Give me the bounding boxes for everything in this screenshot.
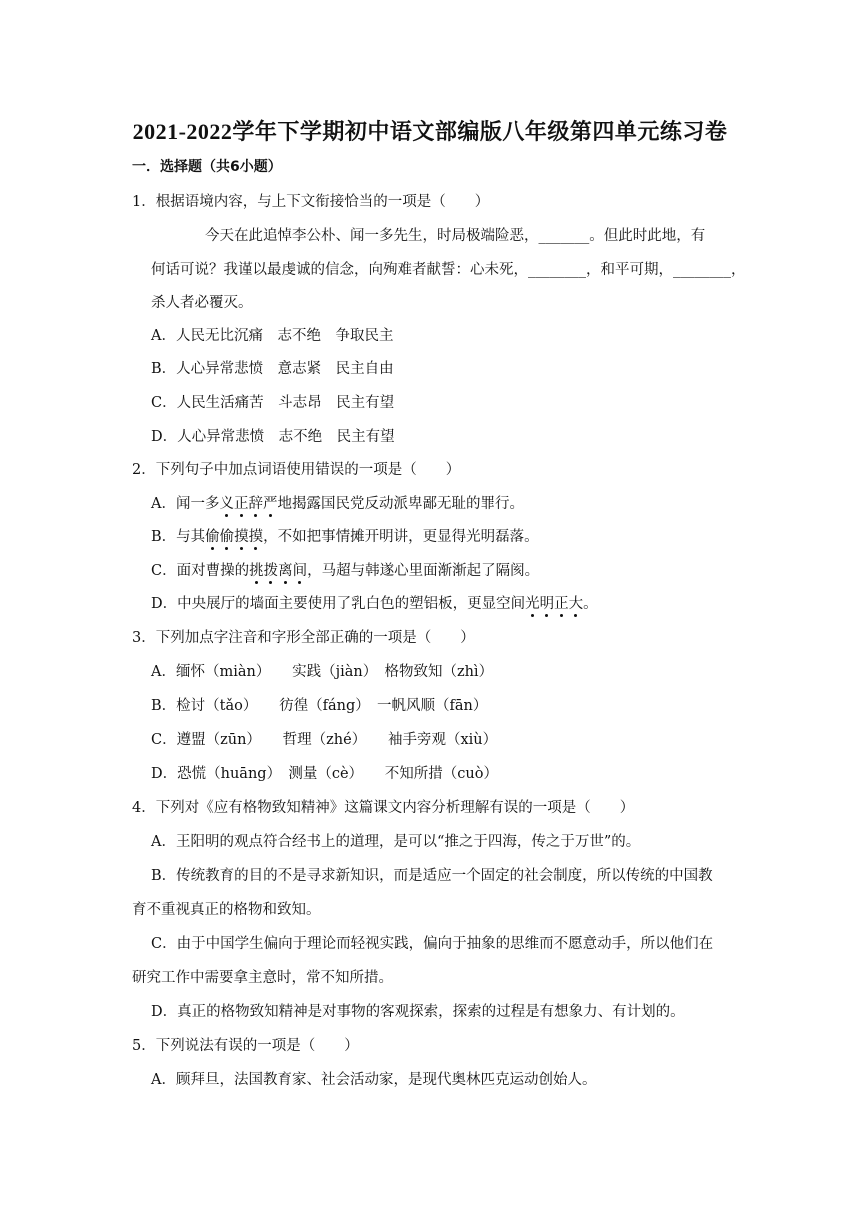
dotted-char: 光 xyxy=(525,596,540,612)
section-heading: 一．选择题（共6小题） xyxy=(132,159,282,175)
dotted-char: 间 xyxy=(292,563,308,579)
dotted-char: 正 xyxy=(554,596,569,612)
question-2-option-b xyxy=(151,527,539,547)
question-1-passage-line-3: 杀人者必覆灭。 xyxy=(151,295,253,311)
question-4-option-c-line-1: C．由于中国学生偏向于理论而轻视实践，偏向于抽象的思维而不愿意动手，所以他们在 xyxy=(151,936,714,952)
question-4-stem: 4．下列对《应有格物致知精神》这篇课文内容分析理解有误的一项是（ ） xyxy=(132,800,635,816)
question-2-stem: 2．下列句子中加点词语使用错误的一项是（ ） xyxy=(132,462,461,478)
option-text: C．面对曹操的 xyxy=(151,563,250,579)
dotted-phrase xyxy=(249,563,307,579)
question-3-option-a: A．缅怀（miàn） 实践（jiàn） 格物致知（zhì） xyxy=(151,664,494,680)
dotted-char: 摸 xyxy=(234,529,249,545)
dotted-char: 拨 xyxy=(263,563,279,579)
dotted-char: 离 xyxy=(278,563,293,579)
question-1-option-a: A．人民无比沉痛 志不绝 争取民主 xyxy=(151,328,394,344)
dotted-char: 辞 xyxy=(248,496,263,512)
dotted-char: 义 xyxy=(219,496,234,512)
page-title: 2021-2022学年下学期初中语文部编版八年级第四单元练习卷 xyxy=(132,119,728,144)
question-1-stem: 1．根据语境内容，与上下文衔接恰当的一项是（ ） xyxy=(132,194,490,210)
question-4-option-b-line-2: 育不重视真正的格物和致知。 xyxy=(132,902,321,918)
dotted-char: 大 xyxy=(568,596,584,612)
dotted-phrase xyxy=(205,529,263,545)
dotted-phrase xyxy=(525,596,583,612)
question-3-stem: 3．下列加点字注音和字形全部正确的一项是（ ） xyxy=(132,630,475,646)
question-1-passage-line-2: 何话可说？我谨以最虔诚的信念，向殉难者献誓：心未死，________，和平可期，________， xyxy=(151,262,746,278)
option-text: D．中央展厅的墙面主要使用了乳白色的塑铝板，更显空间 xyxy=(151,596,526,612)
question-3-option-d: D．恐慌（huāng） 测量（cè） 不知所措（cuò） xyxy=(151,766,498,782)
dotted-char: 偷 xyxy=(205,529,220,545)
question-4-option-c-line-2: 研究工作中需要拿主意时，常不知所措。 xyxy=(132,970,393,986)
dotted-char: 严 xyxy=(262,496,278,512)
question-4-option-d: D．真正的格物致知精神是对事物的客观探索，探索的过程是有想象力、有计划的。 xyxy=(151,1004,685,1020)
option-text: B．与其 xyxy=(151,529,206,545)
question-1-option-b: B．人心异常悲愤 意志紧 民主自由 xyxy=(151,361,394,377)
dotted-char: 偷 xyxy=(219,529,235,545)
option-text: A．闻一多 xyxy=(151,496,220,512)
question-5-stem: 5．下列说法有误的一项是（ ） xyxy=(132,1038,359,1054)
question-4-option-a: A．王阳明的观点符合经书上的道理，是可以“推之于四海，传之于万世”的。 xyxy=(151,834,641,850)
dotted-char: 挑 xyxy=(249,563,264,579)
question-1-option-c: C．人民生活痛苦 斗志昂 民主有望 xyxy=(151,395,395,411)
question-1-passage-line-1: 今天在此追悼李公朴、闻一多先生，时局极端险恶，_______。但此时此地，有 xyxy=(205,228,706,244)
dotted-char: 明 xyxy=(539,596,555,612)
question-2-option-d xyxy=(151,594,598,614)
option-text: 。 xyxy=(583,596,598,612)
dotted-phrase xyxy=(219,496,277,512)
question-2-option-a xyxy=(151,494,524,514)
question-1-option-d: D．人心异常悲愤 志不绝 民主有望 xyxy=(151,429,395,445)
question-5-option-a: A．顾拜旦，法国教育家、社会活动家，是现代奥林匹克运动创始人。 xyxy=(151,1072,597,1088)
question-3-option-c: C．遵盟（zūn） 哲理（zhé） 袖手旁观（xiù） xyxy=(151,732,498,748)
option-text: ，不如把事情摊开明讲，更显得光明磊落。 xyxy=(263,529,539,545)
dotted-char: 摸 xyxy=(248,529,264,545)
question-2-option-c xyxy=(151,561,539,581)
option-text: ，马超与韩遂心里面渐渐起了隔阂。 xyxy=(307,563,540,579)
dotted-char: 正 xyxy=(233,496,249,512)
question-3-option-b: B．检讨（tǎo） 彷徨（fáng） 一帆风顺（fān） xyxy=(151,698,488,714)
option-text: 地揭露国民党反动派卑鄙无耻的罪行。 xyxy=(277,496,524,512)
question-4-option-b-line-1: B．传统教育的目的不是寻求新知识，而是适应一个固定的社会制度，所以传统的中国教 xyxy=(151,868,713,884)
